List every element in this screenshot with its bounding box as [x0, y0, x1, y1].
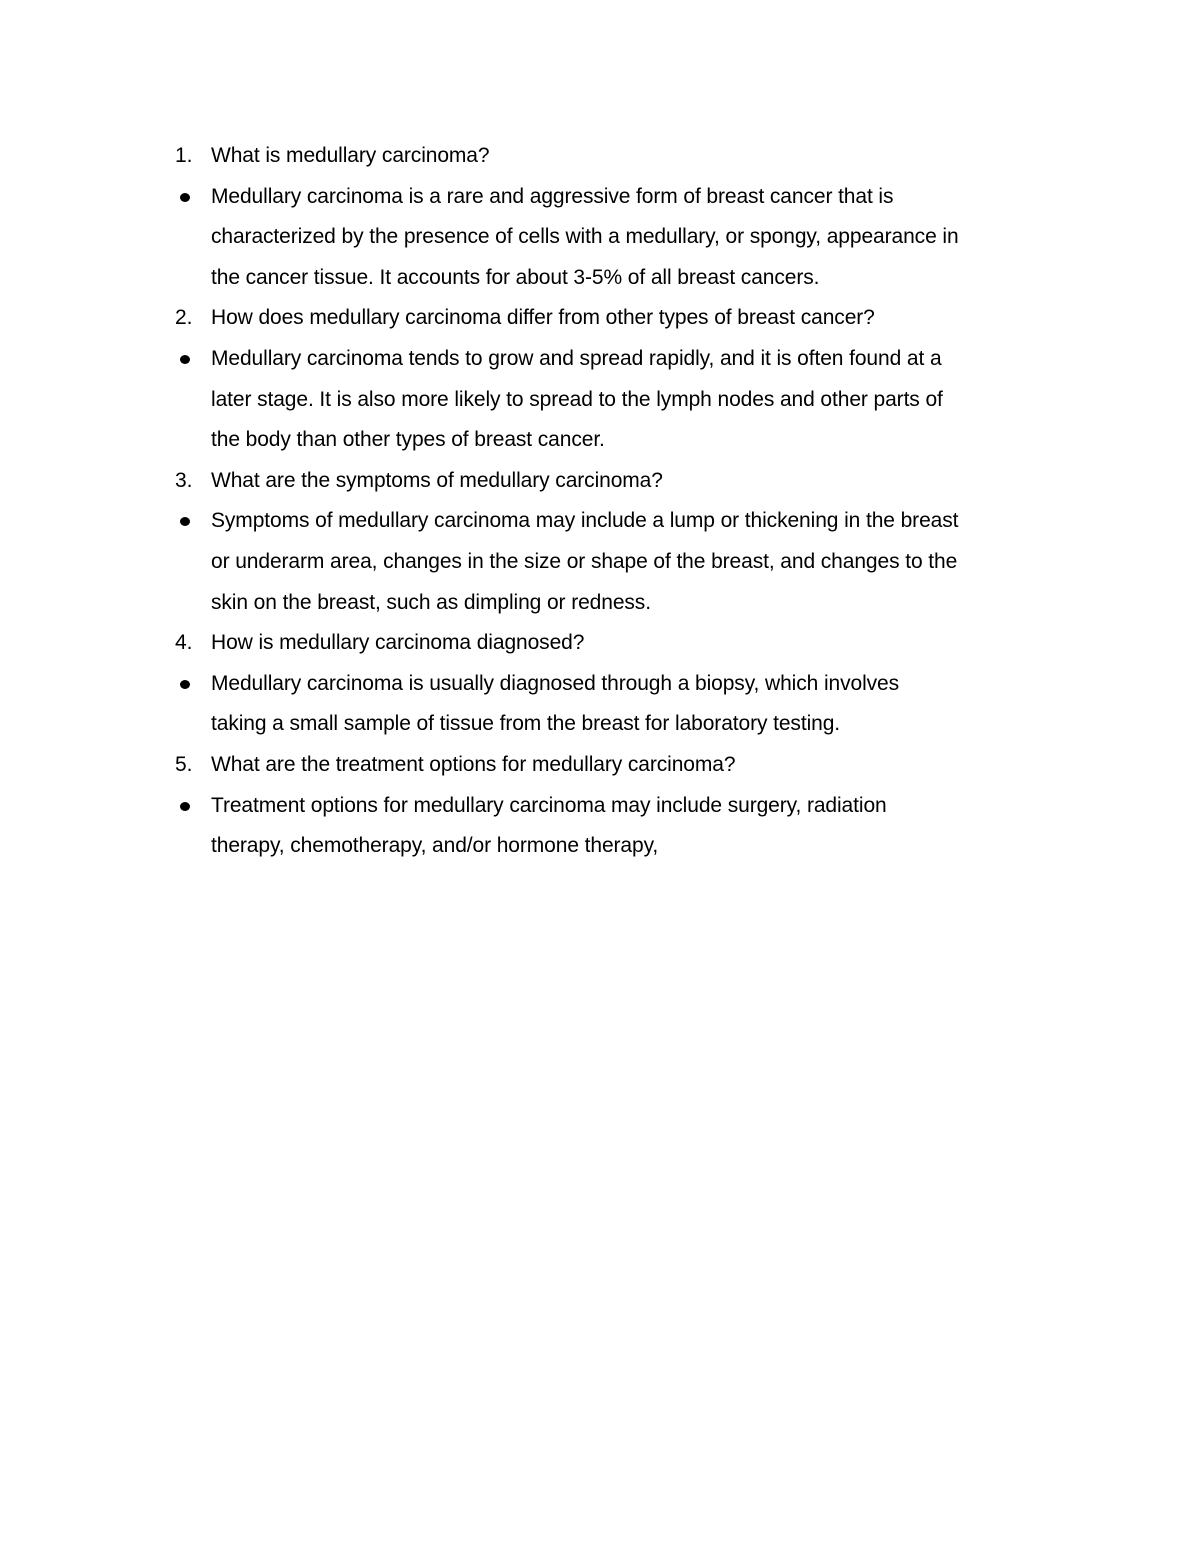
question-4 [170, 623, 1070, 664]
question-1 [170, 136, 1070, 177]
text-line: Medullary carcinoma is usually diagnosed through a biopsy, which involves [211, 671, 900, 695]
answer-5 [170, 786, 1070, 867]
text-line: Medullary carcinoma tends to grow and spread rapidly, and it is often found at a [211, 346, 942, 370]
text-line: What is medullary carcinoma? [211, 144, 490, 167]
text-line: Medullary carcinoma is a rare and aggressive form of breast cancer that is [211, 184, 894, 208]
question-text [211, 298, 1070, 339]
question-number: 3. [175, 468, 193, 492]
answer-text [211, 664, 1070, 745]
answer-4 [170, 664, 1070, 745]
text-line: What are the treatment options for medullary carcinoma? [211, 752, 736, 776]
question-number: 2. [175, 306, 193, 330]
answer-text [211, 501, 1070, 623]
text-line: taking a small sample of tissue from the breast for laboratory testing. [211, 712, 841, 736]
answer-2 [170, 339, 1070, 461]
text-line: therapy, chemotherapy, and/or hormone therapy, [211, 834, 659, 858]
bullet-icon [180, 193, 190, 202]
question-text [211, 745, 1070, 786]
question-2 [170, 298, 1070, 339]
answer-3 [170, 501, 1070, 623]
bullet-icon [180, 680, 190, 689]
text-line: later stage. It is also more likely to spread to the lymph nodes and other parts of [211, 387, 943, 411]
question-number: 4. [175, 631, 193, 655]
text-line: How does medullary carcinoma differ from other types of breast cancer? [211, 306, 875, 330]
answer-text [211, 786, 1070, 867]
question-number: 1. [175, 144, 193, 167]
question-text [211, 461, 1070, 502]
question-3 [170, 461, 1070, 502]
text-line: How is medullary carcinoma diagnosed? [211, 631, 585, 655]
question-number: 5. [175, 752, 193, 776]
bullet-icon [180, 802, 190, 811]
text-line: characterized by the presence of cells with a medullary, or spongy, appearance in [211, 225, 959, 249]
text-line: skin on the breast, such as dimpling or redness. [211, 590, 651, 614]
text-line: the body than other types of breast cancer. [211, 428, 605, 452]
answer-1 [170, 177, 1070, 299]
question-5 [170, 745, 1070, 786]
text-line: the cancer tissue. It accounts for about 3-5% of all breast cancers. [211, 265, 820, 289]
qa-list [170, 136, 1070, 867]
bullet-icon [180, 517, 190, 526]
text-line: or underarm area, changes in the size or shape of the breast, and changes to the [211, 549, 958, 573]
text-line: Symptoms of medullary carcinoma may include a lump or thickening in the breast [211, 509, 959, 533]
text-line: What are the symptoms of medullary carcinoma? [211, 468, 663, 492]
answer-text [211, 177, 1070, 299]
question-text [211, 136, 1070, 177]
bullet-icon [180, 355, 190, 364]
question-text [211, 623, 1070, 664]
answer-text [211, 339, 1070, 461]
text-line: Treatment options for medullary carcinoma may include surgery, radiation [211, 793, 887, 817]
